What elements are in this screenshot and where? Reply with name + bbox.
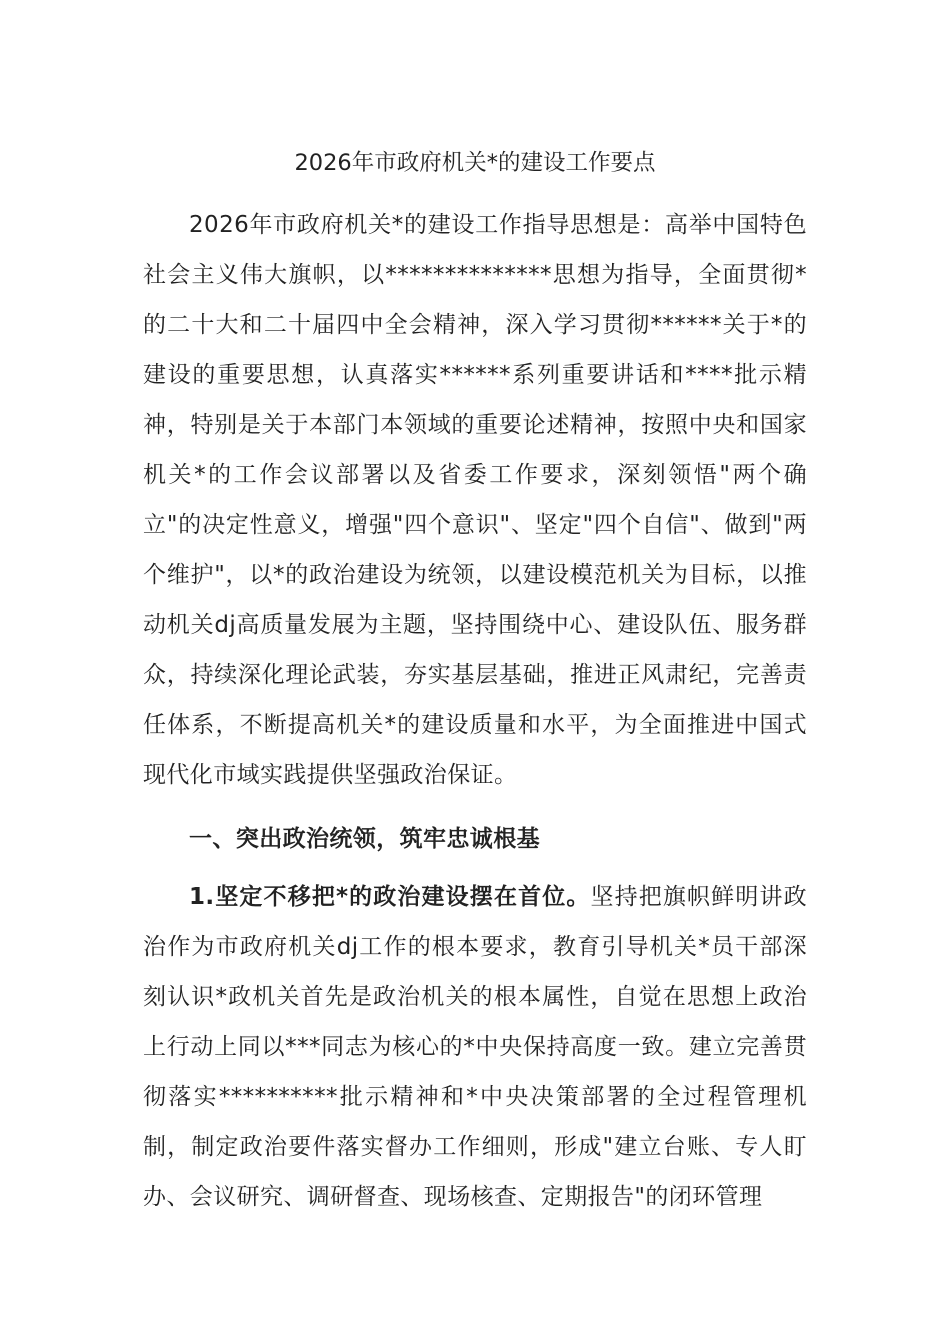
document-title: 2026年市政府机关*的建设工作要点	[294, 150, 656, 176]
section-item-paragraph	[143, 872, 807, 1222]
intro-paragraph: 2026年市政府机关*的建设工作指导思想是：高举中国特色社会主义伟大旗帜，以**************思想为指导，全面贯彻*的二十大和二十届四中全会精神，深入学习贯彻******关于*的建设的重要思想，认真落实******系列重要讲话和****批示精神，特别是关于本部门本领域的重要论述精神，按照中央和国家机关*的工作会议部署以及省委工作要求，深刻领悟"两个确立"的决定性意义，增强"四个意识"、坚定"四个自信"、做到"两个维护"，以*的政治建设为统领，以建设模范机关为目标，以推动机关dj高质量发展为主题，坚持围绕中心、建设队伍、服务群众，持续深化理论武装，夯实基层基础，推进正风肃纪，完善责任体系，不断提高机关*的建设质量和水平，为全面推进中国式现代化市域实践提供坚强政治保证。	[143, 212, 807, 788]
section-heading: 一、突出政治统领，筑牢忠诚根基	[189, 826, 540, 852]
item-body-text: 坚持把旗帜鲜明讲政治作为市政府机关dj工作的根本要求，教育引导机关*员干部深刻认识*政机关首先是政治机关的根本属性，自觉在思想上政治上行动上同以***同志为核心的*中央保持高度一致。建立完善贯彻落实**********批示精神和*中央决策部署的全过程管理机制，制定政治要件落实督办工作细则，形成"建立台账、专人盯办、会议研究、调研督查、现场核查、定期报告"的闭环管理	[143, 884, 807, 1210]
item-lead-sentence: 1.坚定不移把*的政治建设摆在首位。	[189, 884, 591, 910]
